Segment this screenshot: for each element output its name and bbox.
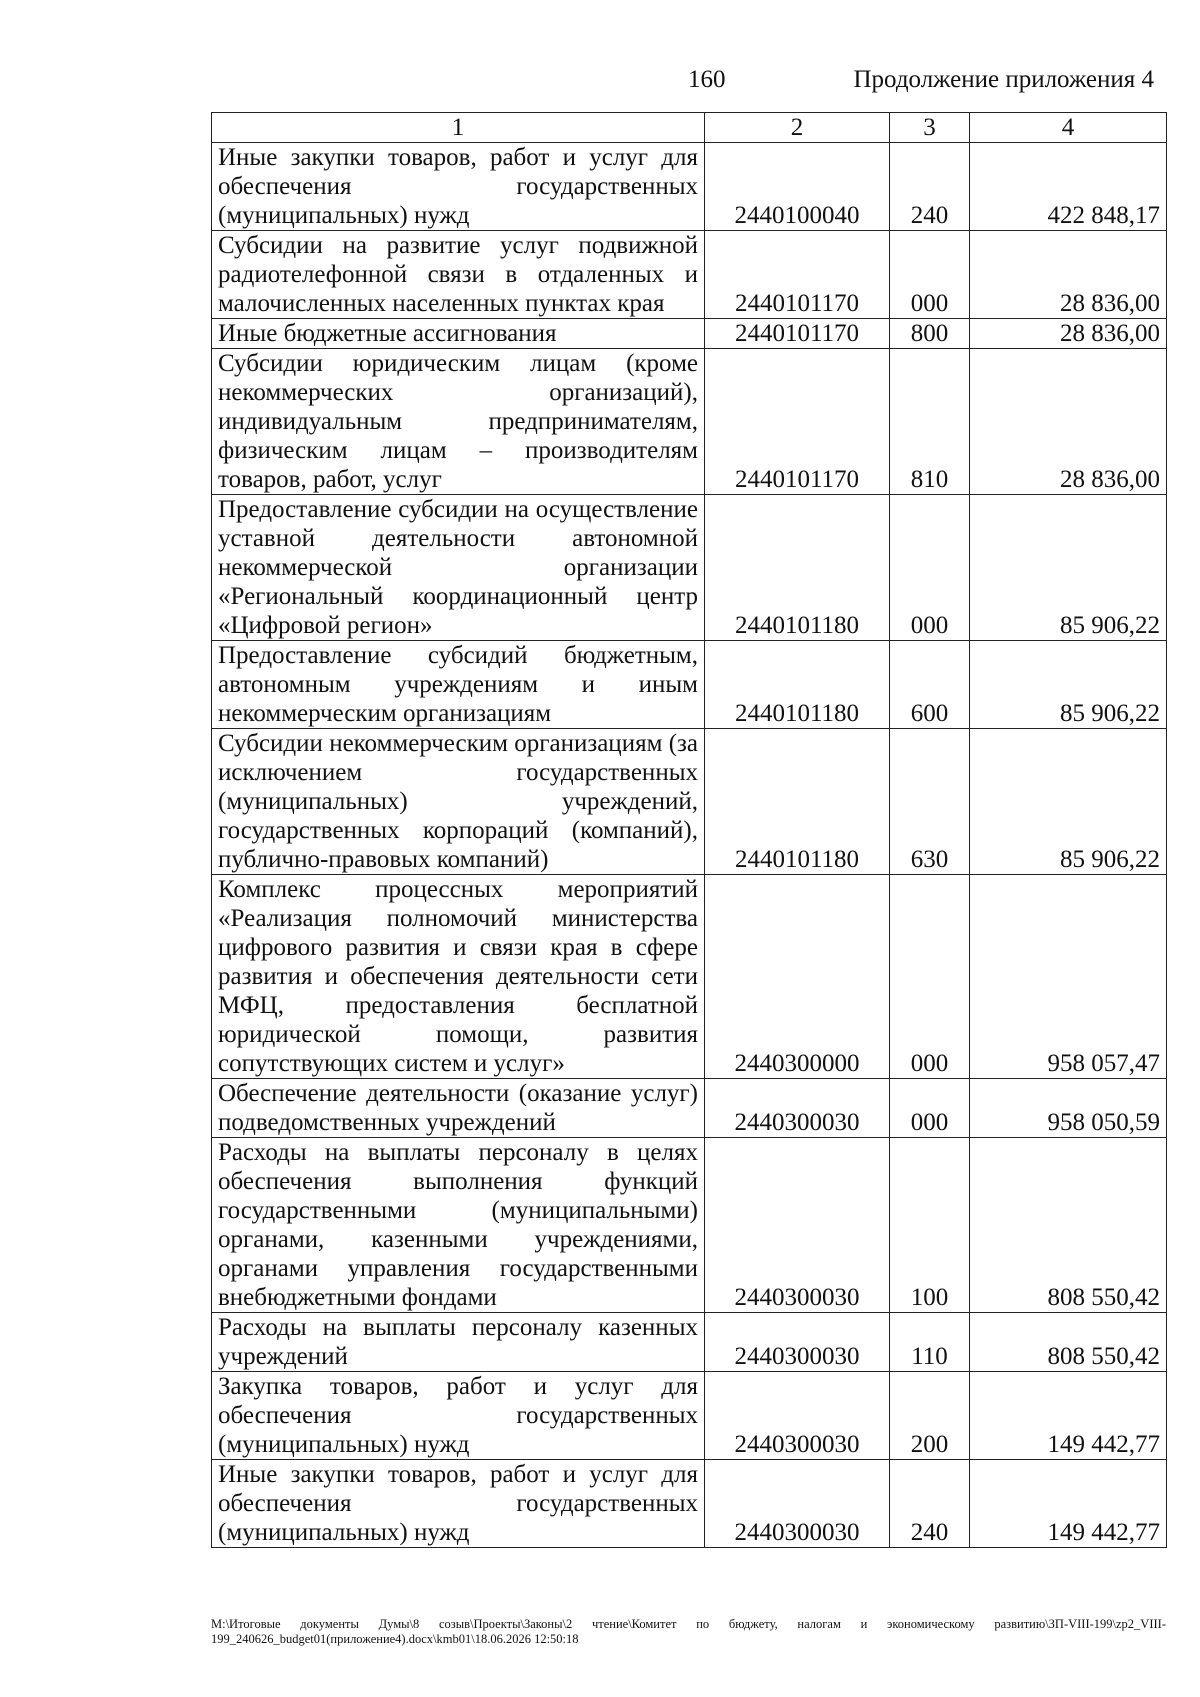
table-row — [212, 1460, 1167, 1548]
row-expense-type-cell: 110 — [890, 1313, 970, 1372]
row-code-cell: 2440101180 — [705, 495, 890, 641]
table-row — [212, 231, 1167, 319]
row-code-cell: 2440100040 — [705, 143, 890, 231]
row-code-cell: 2440300030 — [705, 1460, 890, 1548]
row-expense-type-cell: 240 — [890, 143, 970, 231]
row-amount-cell: 28 836,00 — [970, 231, 1167, 319]
column-header-1: 1 — [212, 113, 705, 143]
row-expense-type-cell: 630 — [890, 729, 970, 875]
row-expense-type-cell: 800 — [890, 319, 970, 349]
row-name-cell: Расходы на выплаты персоналу в целях обеспечения выполнения функций государственными (муниципальными) органами, казенными учреждениями, органами управления государственными внебюджетными фондами — [212, 1138, 705, 1313]
budget-table-body — [212, 143, 1167, 1548]
row-expense-type-cell: 200 — [890, 1372, 970, 1460]
row-name-cell: Расходы на выплаты персоналу казенных учреждений — [212, 1313, 705, 1372]
table-row — [212, 1372, 1167, 1460]
row-name-cell: Субсидии на развитие услуг подвижной радиотелефонной связи в отдаленных и малочисленных населенных пунктах края — [212, 231, 705, 319]
row-name-cell: Предоставление субсидий бюджетным, автономным учреждениям и иным некоммерческим организациям — [212, 641, 705, 729]
appendix-continuation-title: Продолжение приложения 4 — [853, 66, 1154, 93]
row-name-cell: Закупка товаров, работ и услуг для обеспечения государственных (муниципальных) нужд — [212, 1372, 705, 1460]
row-amount-cell: 28 836,00 — [970, 319, 1167, 349]
table-row — [212, 1313, 1167, 1372]
row-name-cell: Комплекс процессных мероприятий «Реализация полномочий министерства цифрового развития и связи края в сфере развития и обеспечения деятельности сети МФЦ, предоставления бесплатной юридической помощи, развития сопутствующих систем и услуг» — [212, 875, 705, 1079]
column-header-2: 2 — [705, 113, 890, 143]
row-code-cell: 2440101170 — [705, 319, 890, 349]
row-code-cell: 2440300030 — [705, 1313, 890, 1372]
table-row — [212, 875, 1167, 1079]
row-amount-cell: 958 050,59 — [970, 1079, 1167, 1138]
row-name-cell: Иные закупки товаров, работ и услуг для обеспечения государственных (муниципальных) нужд — [212, 1460, 705, 1548]
page-header — [0, 62, 1200, 98]
row-code-cell: 2440101180 — [705, 641, 890, 729]
row-code-cell: 2440300030 — [705, 1372, 890, 1460]
document-file-path: М:\Итоговые документы Думы\8 созыв\Проекты\Законы\2 чтение\Комитет по бюджету, налогам и экономическому развитию\ЗП-VIII-199\zp2_VIII-199_240626_budget01(приложение4).docx\kmb01\18.06.2026 12:50:18 — [211, 1617, 1166, 1646]
row-expense-type-cell: 000 — [890, 875, 970, 1079]
row-name-cell: Иные закупки товаров, работ и услуг для обеспечения государственных (муниципальных) нужд — [212, 143, 705, 231]
row-name-cell: Обеспечение деятельности (оказание услуг) подведомственных учреждений — [212, 1079, 705, 1138]
row-name-cell: Предоставление субсидии на осуществление уставной деятельности автономной некоммерческой организации «Региональный координационный центр «Цифровой регион» — [212, 495, 705, 641]
row-amount-cell: 808 550,42 — [970, 1313, 1167, 1372]
table-row — [212, 495, 1167, 641]
row-expense-type-cell: 000 — [890, 231, 970, 319]
row-expense-type-cell: 810 — [890, 349, 970, 495]
row-amount-cell: 808 550,42 — [970, 1138, 1167, 1313]
column-header-4: 4 — [970, 113, 1167, 143]
row-code-cell: 2440101170 — [705, 231, 890, 319]
row-amount-cell: 85 906,22 — [970, 495, 1167, 641]
row-expense-type-cell: 000 — [890, 495, 970, 641]
row-amount-cell: 422 848,17 — [970, 143, 1167, 231]
row-name-cell: Иные бюджетные ассигнования — [212, 319, 705, 349]
column-header-3: 3 — [890, 113, 970, 143]
budget-table — [211, 112, 1167, 1548]
row-amount-cell: 149 442,77 — [970, 1372, 1167, 1460]
row-name-cell: Субсидии юридическим лицам (кроме некоммерческих организаций), индивидуальным предпринимателям, физическим лицам – производителям товаров, работ, услуг — [212, 349, 705, 495]
row-expense-type-cell: 240 — [890, 1460, 970, 1548]
row-code-cell: 2440300030 — [705, 1138, 890, 1313]
table-row — [212, 319, 1167, 349]
row-amount-cell: 28 836,00 — [970, 349, 1167, 495]
row-code-cell: 2440101180 — [705, 729, 890, 875]
table-row — [212, 143, 1167, 231]
row-expense-type-cell: 600 — [890, 641, 970, 729]
table-row — [212, 729, 1167, 875]
row-amount-cell: 149 442,77 — [970, 1460, 1167, 1548]
table-row — [212, 349, 1167, 495]
row-code-cell: 2440300000 — [705, 875, 890, 1079]
page-number: 160 — [688, 66, 726, 93]
table-row — [212, 1138, 1167, 1313]
row-code-cell: 2440300030 — [705, 1079, 890, 1138]
row-amount-cell: 85 906,22 — [970, 641, 1167, 729]
row-code-cell: 2440101170 — [705, 349, 890, 495]
table-row — [212, 1079, 1167, 1138]
row-amount-cell: 958 057,47 — [970, 875, 1167, 1079]
row-name-cell: Субсидии некоммерческим организациям (за исключением государственных (муниципальных) учреждений, государственных корпораций (компаний), публично-правовых компаний) — [212, 729, 705, 875]
row-amount-cell: 85 906,22 — [970, 729, 1167, 875]
table-row — [212, 641, 1167, 729]
row-expense-type-cell: 000 — [890, 1079, 970, 1138]
column-number-row — [212, 113, 1167, 143]
row-expense-type-cell: 100 — [890, 1138, 970, 1313]
